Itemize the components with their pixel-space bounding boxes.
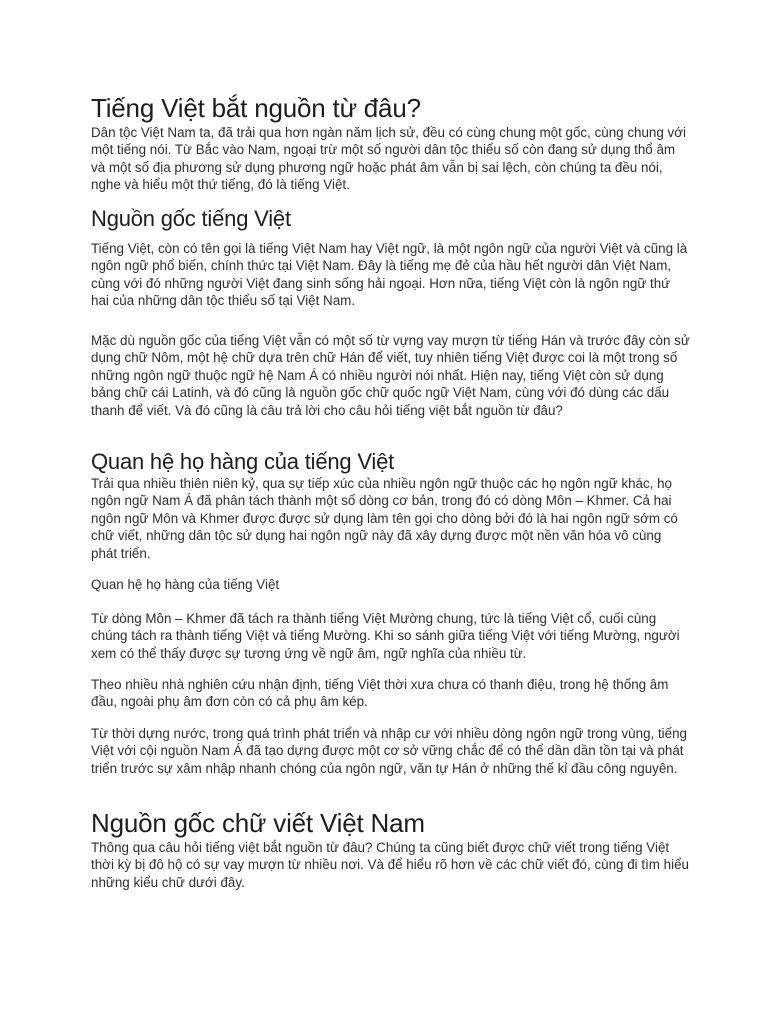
origin-paragraph-2: Mặc dù nguồn gốc của tiếng Việt vẫn có một số từ vựng vay mượn từ tiếng Hán và trước đây còn sử dụng chữ Nôm, một hệ chữ dựa trên chữ Hán để viết, tuy nhiên tiếng Việt được coi là một trong số những ngôn ngữ thuộc ngữ hệ Nam Á có nhiều người nói nhất. Hiện nay, tiếng Việt còn sử dụng bảng chữ cái Latinh, và đó cũng là nguồn gốc chữ quốc ngữ Việt Nam, cùng với đó dùng các dấu thanh để viết. Và đó cũng là câu trả lời cho câu hỏi tiếng việt bắt nguồn từ đâu?	[91, 333, 690, 418]
document-title: Tiếng Việt bắt nguồn từ đâu?	[91, 93, 421, 123]
relations-paragraph-3: Theo nhiều nhà nghiên cứu nhận định, tiếng Việt thời xưa chưa có thanh điệu, trong hệ thống âm đầu, ngoài phụ âm đơn còn có cả phụ âm kép.	[91, 677, 669, 710]
origin-paragraph-1: Tiếng Việt, còn có tên gọi là tiếng Việt Nam hay Việt ngữ, là một ngôn ngữ của người Việt và cũng là ngôn ngữ phổ biến, chính thức tại Việt Nam. Đây là tiếng mẹ đẻ của hầu hết người dân Việt Nam, cùng với đó những người Việt đang sinh sống hải ngoại. Hơn nữa, tiếng Việt còn là ngôn ngữ thứ hai của những dân tộc thiểu số tại Việt Nam.	[91, 241, 688, 309]
writing-paragraph-1: Thông qua câu hỏi tiếng việt bắt nguồn từ đâu? Chúng ta cũng biết được chữ viết trong tiếng Việt thời kỳ bị đô hộ có sự vay mượn từ nhiều nơi. Và để hiểu rõ hơn về các chữ viết đó, cùng đi tìm hiểu những kiểu chữ dưới đây.	[91, 840, 689, 890]
image-caption: Quan hệ họ hàng của tiếng Việt	[91, 577, 280, 592]
section-heading-writing: Nguồn gốc chữ viết Việt Nam	[91, 808, 425, 838]
relations-paragraph-4: Từ thời dựng nước, trong quá trình phát triển và nhập cư với nhiều dòng ngôn ngữ trong vùng, tiếng Việt với cội nguồn Nam Á đã tạo dựng được một cơ sở vững chắc để có thể dần dần tồn tại và phát triển trước sự xâm nhập nhanh chóng của ngôn ngữ, văn tự Hán ở những thế kỉ đầu công nguyên.	[91, 726, 687, 776]
relations-paragraph-2: Từ dòng Môn – Khmer đã tách ra thành tiếng Việt Mường chung, tức là tiếng Việt cổ, cuối cùng chúng tách ra thành tiếng Việt và tiếng Mường. Khi so sánh giữa tiếng Việt với tiếng Mường, người xem có thể thấy được sự tương ứng về ngữ âm, ngữ nghĩa của nhiều từ.	[91, 611, 680, 661]
section-heading-relations: Quan hệ họ hàng của tiếng Việt	[91, 449, 395, 474]
intro-paragraph: Dân tộc Việt Nam ta, đã trải qua hơn ngàn năm lịch sử, đều có cùng chung một gốc, cùng chung với một tiếng nói. Từ Bắc vào Nam, ngoại trừ một số người dân tộc thiểu số còn đang sử dụng thổ âm và một số địa phương sử dụng phương ngữ hoặc phát âm vẫn bị sai lệch, còn chúng ta đều nói, nghe và hiểu một thứ tiếng, đó là tiếng Việt.	[91, 125, 686, 193]
section-heading-origin: Nguồn gốc tiếng Việt	[91, 206, 291, 231]
relations-paragraph-1: Trải qua nhiều thiên niên kỷ, qua sự tiếp xúc của nhiều ngôn ngữ thuộc các họ ngôn ngữ khác, họ ngôn ngữ Nam Á đã phân tách thành một số dòng cơ bản, trong đó có dòng Môn – Khmer. Cả hai ngôn ngữ Môn và Khmer được được sử dụng làm tên gọi cho dòng bởi đó là hai ngôn ngữ sớm có chữ viết, những dân tộc sử dụng hai ngôn ngữ này đã xây dựng được một nền văn hóa vô cùng phát triển.	[91, 476, 678, 561]
